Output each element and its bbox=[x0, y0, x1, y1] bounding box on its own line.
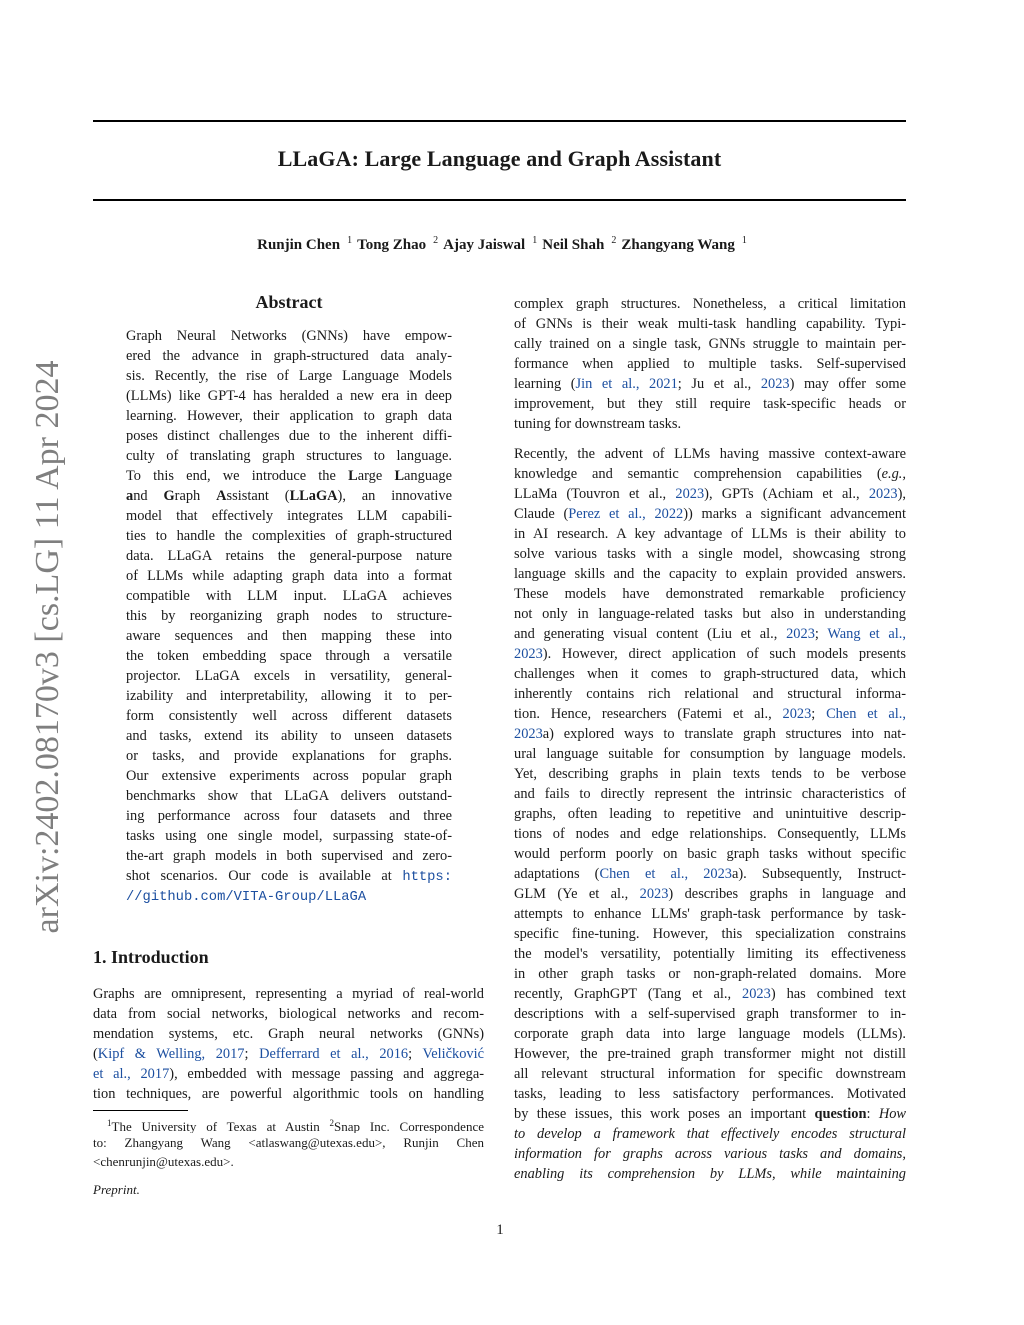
text-line: and tasks, extend its ability to unseen datasets bbox=[126, 728, 452, 744]
text-line: tion. Hence, researchers (Fatemi et al., 2023; Chen et al., bbox=[514, 706, 906, 722]
text-line: ered the advance in graph-structured data analy- bbox=[126, 348, 452, 364]
text-line: by these issues, this work poses an important question: How bbox=[514, 1106, 906, 1122]
page-number: 1 bbox=[496, 1222, 504, 1238]
text-line: Claude (Perez et al., 2022)) marks a significant advancement bbox=[514, 506, 906, 522]
text-line: GLM (Ye et al., 2023) describes graphs in language and bbox=[514, 886, 906, 902]
arxiv-identifier: arXiv:2402.08170v3 [cs.LG] 11 Apr 2024 bbox=[29, 360, 66, 934]
author-name: Runjin Chen bbox=[257, 237, 341, 253]
text-line: To this end, we introduce the Large Language bbox=[126, 468, 452, 484]
text-line: (LLMs) like GPT-4 has heralded a new era in deep bbox=[126, 388, 452, 404]
text-line: LLaMa (Touvron et al., 2023), GPTs (Achiam et al., 2023), bbox=[514, 486, 906, 502]
text-line: model that effectively integrates LLM capabili- bbox=[126, 508, 452, 524]
text-line: not only in language-related tasks but also in understanding bbox=[514, 606, 906, 622]
text-line: language skills and the capacity to explain provided answers. bbox=[514, 566, 906, 582]
text-line: et al., 2017), embedded with message passing and aggrega- bbox=[93, 1066, 484, 1082]
author-affiliation-mark: 1 bbox=[532, 235, 538, 246]
text-line: mendation systems, etc. Graph neural networks (GNNs) bbox=[93, 1026, 484, 1042]
text-line: Graph Neural Networks (GNNs) have empow- bbox=[126, 328, 452, 344]
text-line: learning (Jin et al., 2021; Ju et al., 2023) may offer some bbox=[514, 376, 906, 392]
text-line: improvement, but they still require task-specific heads or bbox=[514, 396, 906, 412]
text-line: 2023a) explored ways to translate graph structures into nat- bbox=[514, 726, 906, 742]
text-line: or tasks, and provide explanations for graphs. bbox=[126, 748, 452, 764]
text-line: ties to handle the complexities of graph-structured bbox=[126, 528, 452, 544]
text-line: benchmarks show that LLaGA delivers outstand- bbox=[126, 788, 452, 804]
text-line: data from social networks, biological networks and recom- bbox=[93, 1006, 484, 1022]
text-line: the-art graph models in both supervised and zero- bbox=[126, 848, 452, 864]
footnote-line: <chenrunjin@utexas.edu>. bbox=[93, 1154, 234, 1169]
abstract-text bbox=[126, 326, 452, 906]
text-line: Graphs are omnipresent, representing a myriad of real-world bbox=[93, 986, 484, 1002]
text-line: and fails to directly represent the intrinsic characteristics of bbox=[514, 786, 906, 802]
code-url-link[interactable]: //github.com/VITA-Group/LLaGA bbox=[126, 890, 367, 905]
text-line: adaptations (Chen et al., 2023a). Subsequently, Instruct- bbox=[514, 866, 906, 882]
text-line: all relevant structural information for specific downstream bbox=[514, 1066, 906, 1082]
introduction-heading: 1. Introduction bbox=[93, 947, 209, 967]
author-name: Neil Shah bbox=[542, 237, 605, 253]
text-line: inherently contains rich relational and structural informa- bbox=[514, 686, 906, 702]
author bbox=[537, 237, 616, 253]
text-line: ing performance across four datasets and three bbox=[126, 808, 452, 824]
text-line: ural language suitable for consumption by language models. bbox=[514, 746, 906, 762]
text-line: knowledge and semantic comprehension capabilities (e.g., bbox=[514, 466, 906, 482]
text-line: the model's versatility, potentially limiting its effectiveness bbox=[514, 946, 906, 962]
title-bottom-rule bbox=[93, 199, 906, 201]
author bbox=[616, 237, 747, 253]
text-line: tions of nodes and edge relationships. Consequently, LLMs bbox=[514, 826, 906, 842]
footnote-rule bbox=[93, 1110, 188, 1111]
footnote-line: $^1$The University of Texas at Austin $^2$Snap Inc. Correspondence bbox=[107, 1118, 484, 1133]
text-line: Our extensive experiments across popular graph bbox=[126, 768, 452, 784]
text-line: complex graph structures. Nonetheless, a critical limitation bbox=[514, 296, 906, 312]
text-line: Recently, the advent of LLMs having massive context-aware bbox=[514, 446, 906, 462]
abstract-heading: Abstract bbox=[255, 292, 323, 312]
text-line: tion techniques, are powerful algorithmic tools on handling bbox=[93, 1086, 484, 1102]
paper-title: LLaGA: Large Language and Graph Assistant bbox=[277, 146, 722, 171]
text-line: to develop a framework that effectively encodes structural bbox=[514, 1126, 906, 1142]
text-line: compatible with LLM input. LLaGA achieves bbox=[126, 588, 452, 604]
text-line: attempts to enhance LLMs' graph-task performance by task- bbox=[514, 906, 906, 922]
author-affiliation-mark: 1 bbox=[347, 235, 353, 246]
author-affiliation-mark: 2 bbox=[611, 235, 617, 246]
text-line: data. LLaGA retains the general-purpose nature bbox=[126, 548, 452, 564]
text-line: information for graphs across various tasks and domains, bbox=[514, 1146, 906, 1162]
text-line: challenges when it comes to graph-structured data, which bbox=[514, 666, 906, 682]
text-line: of GNNs is their weak multi-task handling capability. Typi- bbox=[514, 316, 906, 332]
text-line: form consistently well across different datasets bbox=[126, 708, 452, 724]
preprint-note: Preprint. bbox=[93, 1182, 140, 1197]
footnote-line: to: Zhangyang Wang <atlaswang@utexas.edu>, Runjin Chen bbox=[93, 1135, 484, 1150]
text-line: recently, GraphGPT (Tang et al., 2023) has combined text bbox=[514, 986, 906, 1002]
text-line: learning. However, their application to graph data bbox=[126, 408, 452, 424]
text-line: poses distinct challenges due to the inherent diffi- bbox=[126, 428, 452, 444]
text-line: aware sequences and then mapping these into bbox=[126, 628, 452, 644]
code-url-part[interactable]: https: bbox=[402, 870, 452, 885]
top-rule bbox=[93, 120, 906, 122]
text-line: in other graph tasks or non-graph-related domains. More bbox=[514, 966, 906, 982]
introduction-text bbox=[93, 984, 484, 1104]
text-line: would perform poorly on basic graph tasks without specific bbox=[514, 846, 906, 862]
text-line: These models have demonstrated remarkable proficiency bbox=[514, 586, 906, 602]
text-line: in AI research. A key advantage of LLMs is their ability to bbox=[514, 526, 906, 542]
author-name: Tong Zhao bbox=[357, 237, 427, 253]
author-name: Zhangyang Wang bbox=[621, 237, 735, 253]
text-line: tasks, leading to less satisfactory performances. Motivated bbox=[514, 1086, 906, 1102]
text-line: sis. Recently, the rise of Large Language Models bbox=[126, 368, 452, 384]
author-name: Ajay Jaiswal bbox=[443, 237, 526, 253]
text-line: culty of translating graph structures to language. bbox=[126, 448, 452, 464]
text-line: this by reorganizing graph nodes to structure- bbox=[126, 608, 452, 624]
text-line: enabling its comprehension by LLMs, while maintaining bbox=[514, 1166, 906, 1182]
text-line: graphs, often leading to repetitive and unintuitive descrip- bbox=[514, 806, 906, 822]
text-line: descriptions with a self-supervised graph transformer to in- bbox=[514, 1006, 906, 1022]
author-list bbox=[93, 235, 906, 254]
author-affiliation-mark: 1 bbox=[741, 235, 747, 246]
text-line: of LLMs while adapting graph data into a format bbox=[126, 568, 452, 584]
text-line: the token embedding space through a versatile bbox=[126, 648, 452, 664]
text-line: izability and interpretability, allowing it to per- bbox=[126, 688, 452, 704]
text-line: projector. LLaGA excels in versatility, general- bbox=[126, 668, 452, 684]
text-line: tuning for downstream tasks. bbox=[514, 416, 682, 432]
text-line: cally trained on a single task, GNNs struggle to maintain per- bbox=[514, 336, 906, 352]
text-line: (Kipf & Welling, 2017; Defferrard et al., 2016; Veličković bbox=[93, 1046, 484, 1062]
author-affiliation-mark: 2 bbox=[433, 235, 439, 246]
text-line: formance when applied to multiple tasks. Self-supervised bbox=[514, 356, 906, 372]
text-line: and generating visual content (Liu et al., 2023; Wang et al., bbox=[514, 626, 906, 642]
author bbox=[252, 237, 352, 253]
author bbox=[438, 237, 537, 253]
text-line: tasks using one single model, surpassing state-of- bbox=[126, 828, 452, 844]
text-line: 2023). However, direct application of such models presents bbox=[514, 646, 906, 662]
text-line: solve various tasks with a single model, showcasing strong bbox=[514, 546, 906, 562]
text-line: and Graph Assistant (LLaGA), an innovative bbox=[126, 488, 452, 504]
text-line: Yet, describing graphs in plain texts tends to be verbose bbox=[514, 766, 906, 782]
author bbox=[352, 237, 438, 253]
text-line: specific fine-tuning. However, this specialization constrains bbox=[514, 926, 906, 942]
text-line: corporate graph data into large language models (LLMs). bbox=[514, 1026, 906, 1042]
text-line: shot scenarios. Our code is available at https: bbox=[126, 868, 452, 885]
right-column-paragraph-1 bbox=[514, 294, 906, 434]
right-column-paragraph-2 bbox=[514, 444, 906, 1184]
affiliation-footnote bbox=[93, 1114, 484, 1171]
text-line: However, the pre-trained graph transformer might not distill bbox=[514, 1046, 906, 1062]
